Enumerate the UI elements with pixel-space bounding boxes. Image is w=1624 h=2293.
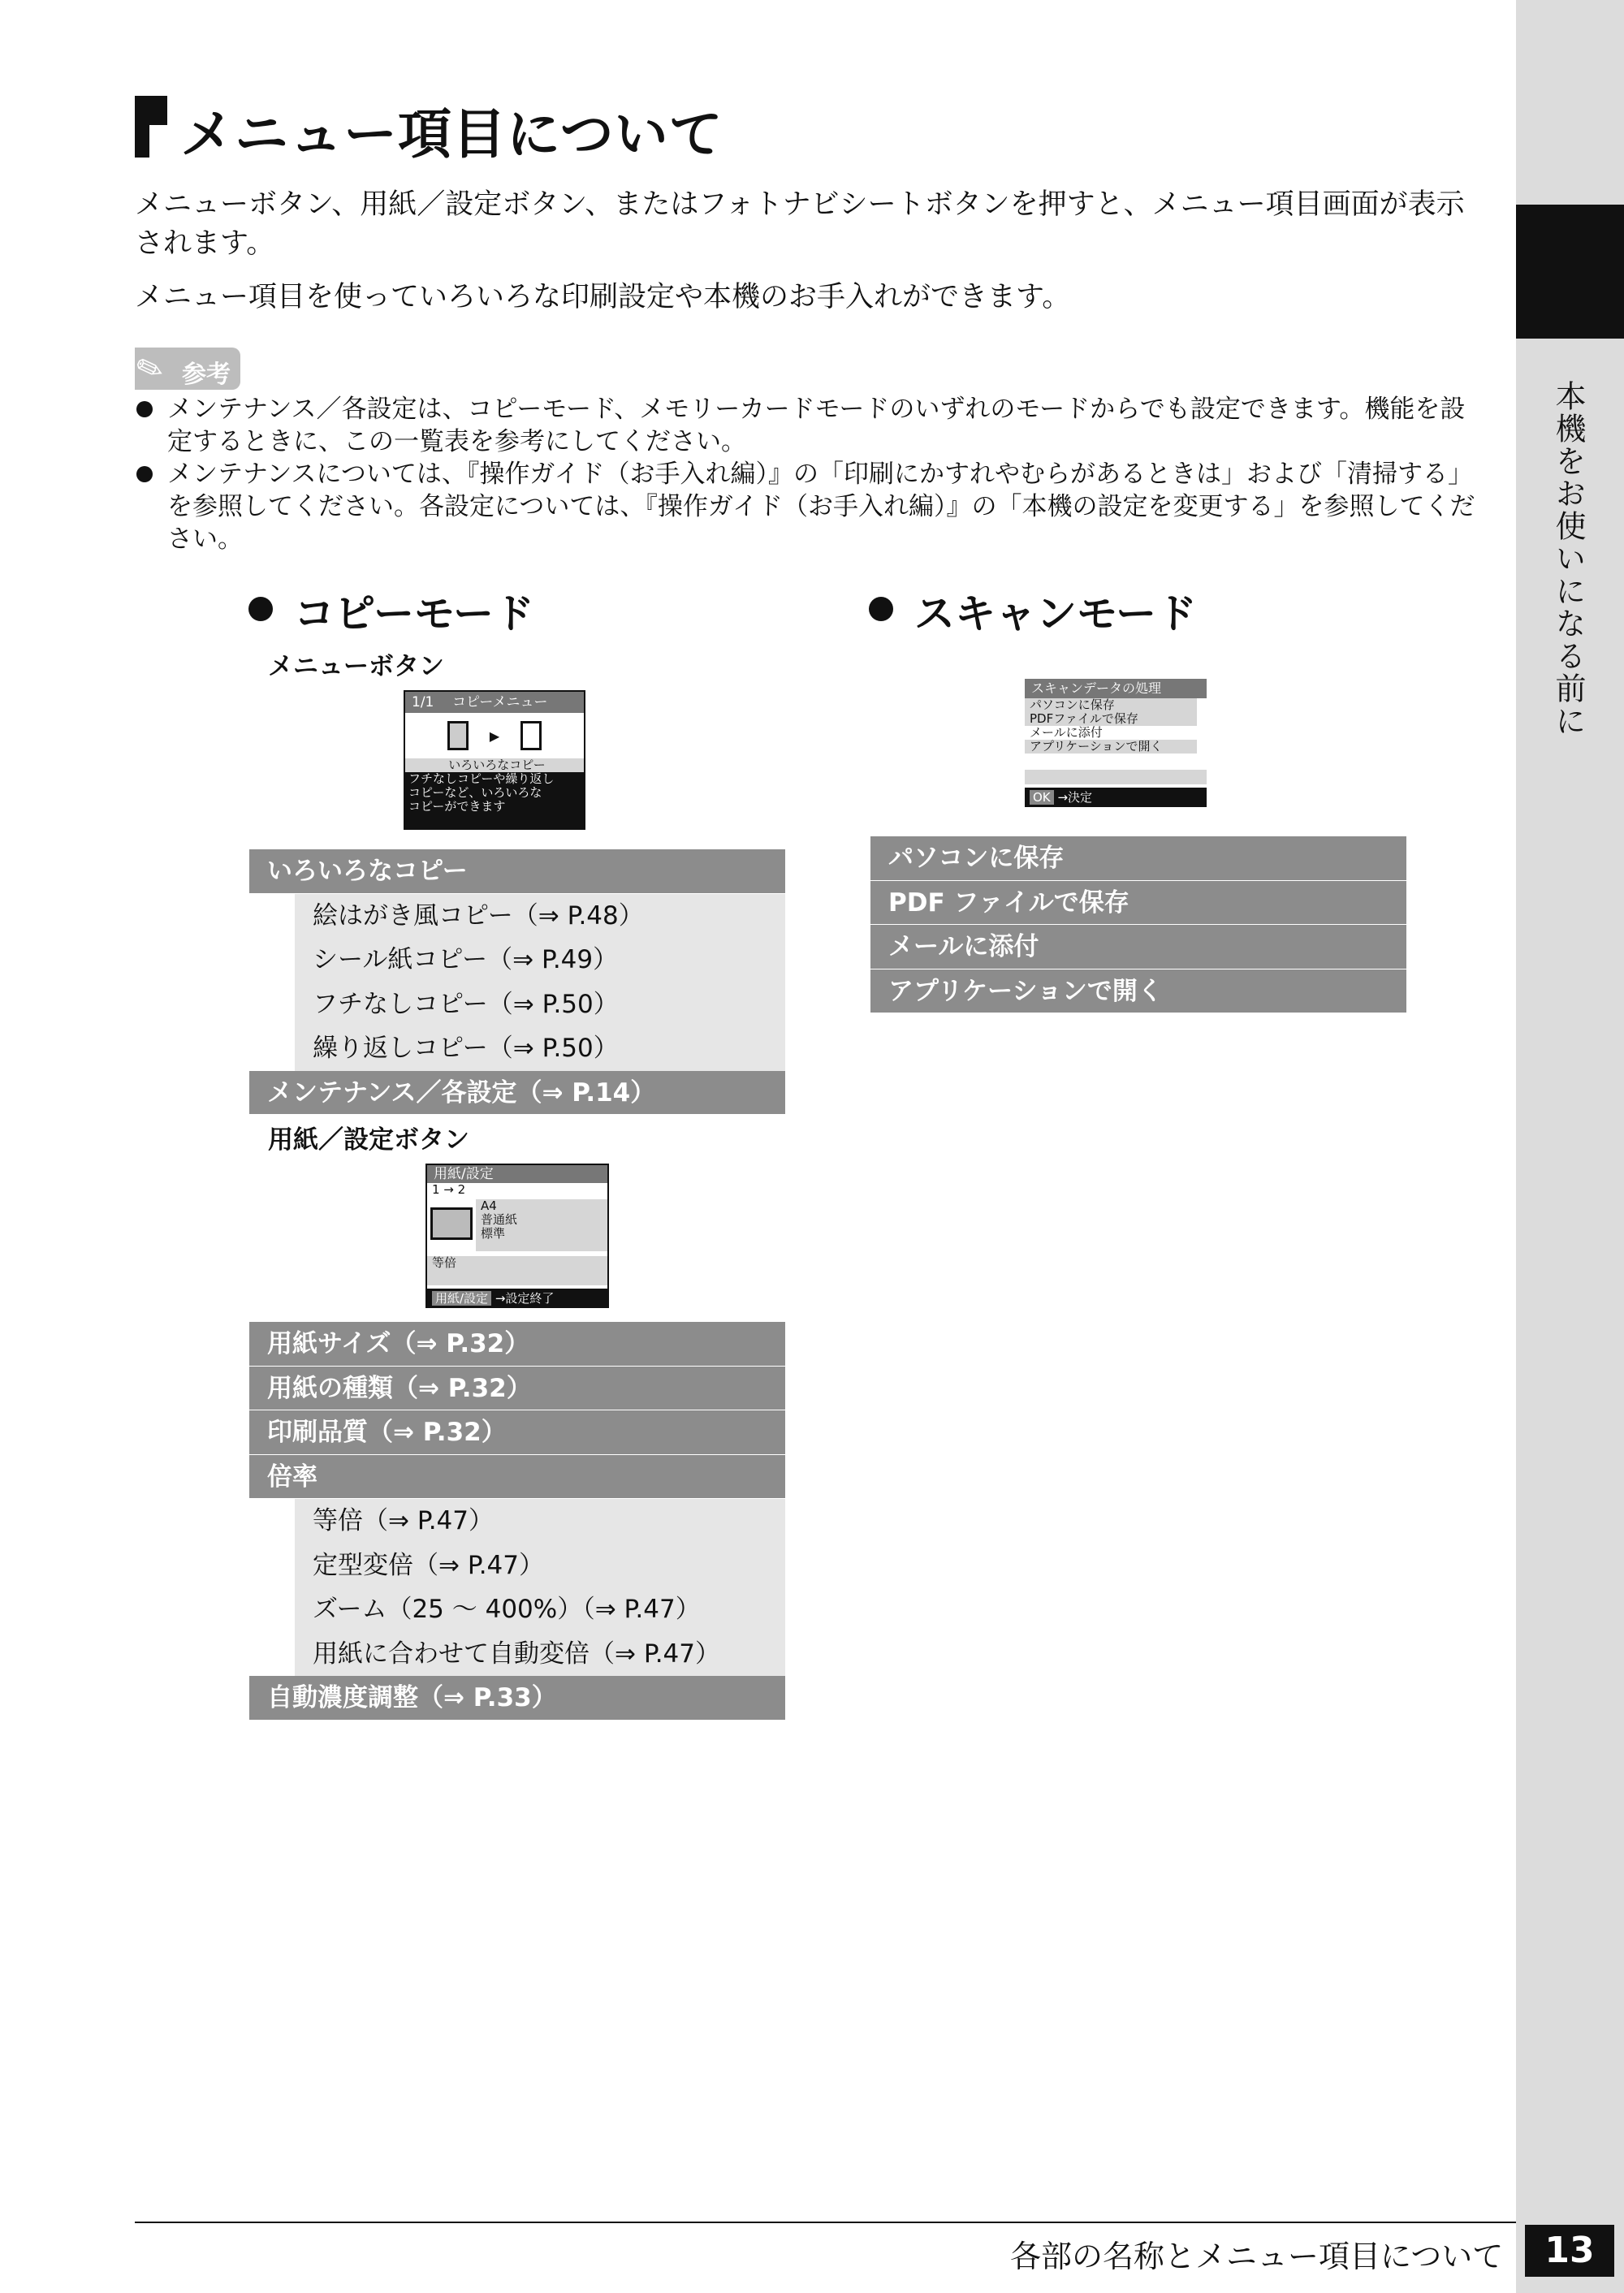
menu-item-sub: 用紙に合わせて自動変倍（⇒ P.47） — [249, 1632, 785, 1677]
lcd-header: スキャンデータの処理 — [1025, 679, 1207, 698]
section-bullet-icon — [869, 597, 893, 621]
lcd-footer-text: →設定終了 — [495, 1291, 555, 1306]
lcd-page-num: 1/1 — [412, 694, 434, 710]
side-tab-marker — [1516, 205, 1624, 339]
lcd-description — [405, 772, 584, 829]
paper-settings-lcd — [425, 1164, 609, 1308]
note-item — [135, 393, 1483, 458]
lcd-sub: 1 → 2 — [432, 1182, 466, 1197]
page-title: メニュー項目について — [180, 103, 723, 166]
lcd-selected: いろいろなコピー — [405, 758, 584, 772]
menu-item-head: いろいろなコピー — [249, 849, 785, 894]
lcd-item: メールに添付 — [1030, 725, 1103, 740]
paperclip-icon: ✎ — [131, 347, 170, 392]
title-marker-accent — [149, 96, 167, 125]
bullet-icon — [136, 401, 153, 417]
intro-paragraph-2: メニュー項目を使っていろいろな印刷設定や本機のお手入れができます。 — [135, 281, 1071, 313]
scan-mode-title: スキャンモード — [914, 590, 1197, 637]
menu-item-head: PDF ファイルで保存 — [870, 881, 1406, 926]
side-tab-label: 本機をお使いになる前に — [1550, 380, 1586, 737]
lcd-footer-button: OK — [1030, 790, 1054, 805]
lcd-header — [405, 692, 584, 713]
menu-item-sub: フチなしコピー（⇒ P.50） — [249, 982, 785, 1027]
lcd-item: アプリケーションで開く — [1025, 740, 1197, 754]
side-strip — [1516, 0, 1624, 2293]
menu-item-sub: 繰り返しコピー（⇒ P.50） — [249, 1026, 785, 1071]
menu-item-head: 印刷品質（⇒ P.32） — [249, 1410, 785, 1455]
lcd-settings — [427, 1199, 607, 1251]
footer-rule — [135, 2222, 1516, 2223]
lcd-header: 用紙/設定 — [427, 1165, 607, 1183]
footer-text: 各部の名称とメニュー項目について — [1010, 2239, 1504, 2274]
title-marker — [135, 96, 149, 158]
menu-item-head: メールに添付 — [870, 925, 1406, 969]
scan-lcd — [1025, 679, 1207, 823]
menu-item-head: アプリケーションで開く — [870, 969, 1406, 1014]
menu-item-head: 用紙サイズ（⇒ P.32） — [249, 1322, 785, 1367]
menu-item-head: 用紙の種類（⇒ P.32） — [249, 1367, 785, 1411]
lcd-desc-line: フチなしコピーや繰り返し — [408, 771, 555, 786]
menu-item-head: メンテナンス／各設定（⇒ P.14） — [249, 1071, 785, 1116]
lcd-footer — [1025, 788, 1207, 807]
lcd-title: コピーメニュー — [452, 694, 548, 710]
paper-menu-list — [249, 1322, 785, 1721]
tools-icon — [520, 721, 542, 750]
lcd-footer — [427, 1289, 607, 1308]
menu-item-sub: 定型変倍（⇒ P.47） — [249, 1544, 785, 1588]
copy-menu-lcd — [404, 690, 585, 830]
page-number: 13 — [1525, 2225, 1614, 2277]
printer-icon — [430, 1207, 473, 1240]
menu-item-sub: 等倍（⇒ P.47） — [249, 1499, 785, 1544]
menu-item-head: 自動濃度調整（⇒ P.33） — [249, 1676, 785, 1721]
lcd-values — [476, 1199, 607, 1251]
lcd-footer-text: →決定 — [1057, 790, 1093, 805]
copy-menu-list — [249, 849, 785, 1115]
lcd-desc-line: コピーなど、いろいろな — [408, 785, 542, 800]
bullet-icon — [136, 466, 153, 482]
note-item — [135, 458, 1483, 555]
paper-button-label: 用紙／設定ボタン — [268, 1125, 469, 1155]
reference-label: 参考 — [182, 361, 231, 389]
lcd-type: 普通紙 — [481, 1212, 518, 1227]
copy-icon — [447, 721, 469, 750]
scan-menu-list — [870, 836, 1406, 1013]
lcd-footer-button: 用紙/設定 — [432, 1291, 491, 1306]
menu-item-sub: シール紙コピー（⇒ P.49） — [249, 938, 785, 982]
menu-item-sub: ズーム（25 ～ 400%）（⇒ P.47） — [249, 1587, 785, 1632]
note-text: メンテナンスについては、『操作ガイド（お手入れ編）』の「印刷にかすれやむらがあるときは」および「清掃する」を参照してください。各設定については、『操作ガイド（お手入れ編）』の「本機の設定を変更する」を参照してください。 — [167, 460, 1475, 554]
lcd-zoom: 等倍 — [427, 1256, 607, 1285]
intro-paragraph-1: メニューボタン、用紙／設定ボタン、またはフォトナビシートボタンを押すと、メニュー項目画面が表示されます。 — [135, 188, 1465, 260]
lcd-item: パソコンに保存 — [1025, 698, 1197, 712]
reference-notes — [135, 393, 1483, 555]
lcd-icons — [405, 713, 584, 758]
lcd-item: PDFファイルで保存 — [1025, 712, 1197, 726]
arrow-right-icon: ▶ — [489, 728, 500, 744]
lcd-desc-line: コピーができます — [408, 799, 506, 814]
menu-item-head: 倍率 — [249, 1455, 785, 1500]
menu-item-sub: 絵はがき風コピー（⇒ P.48） — [249, 894, 785, 939]
copy-mode-title: コピーモード — [294, 590, 534, 637]
lcd-quality: 標準 — [481, 1226, 506, 1241]
note-text: メンテナンス／各設定は、コピーモード、メモリーカードモードのいずれのモードからでも設定できます。機能を設定するときに、この一覧表を参考にしてください。 — [167, 395, 1466, 456]
menu-button-label: メニューボタン — [268, 652, 444, 681]
lcd-spacer — [1025, 770, 1207, 784]
lcd-size: A4 — [481, 1198, 497, 1213]
menu-item-head: パソコンに保存 — [870, 836, 1406, 881]
section-bullet-icon — [248, 597, 273, 621]
